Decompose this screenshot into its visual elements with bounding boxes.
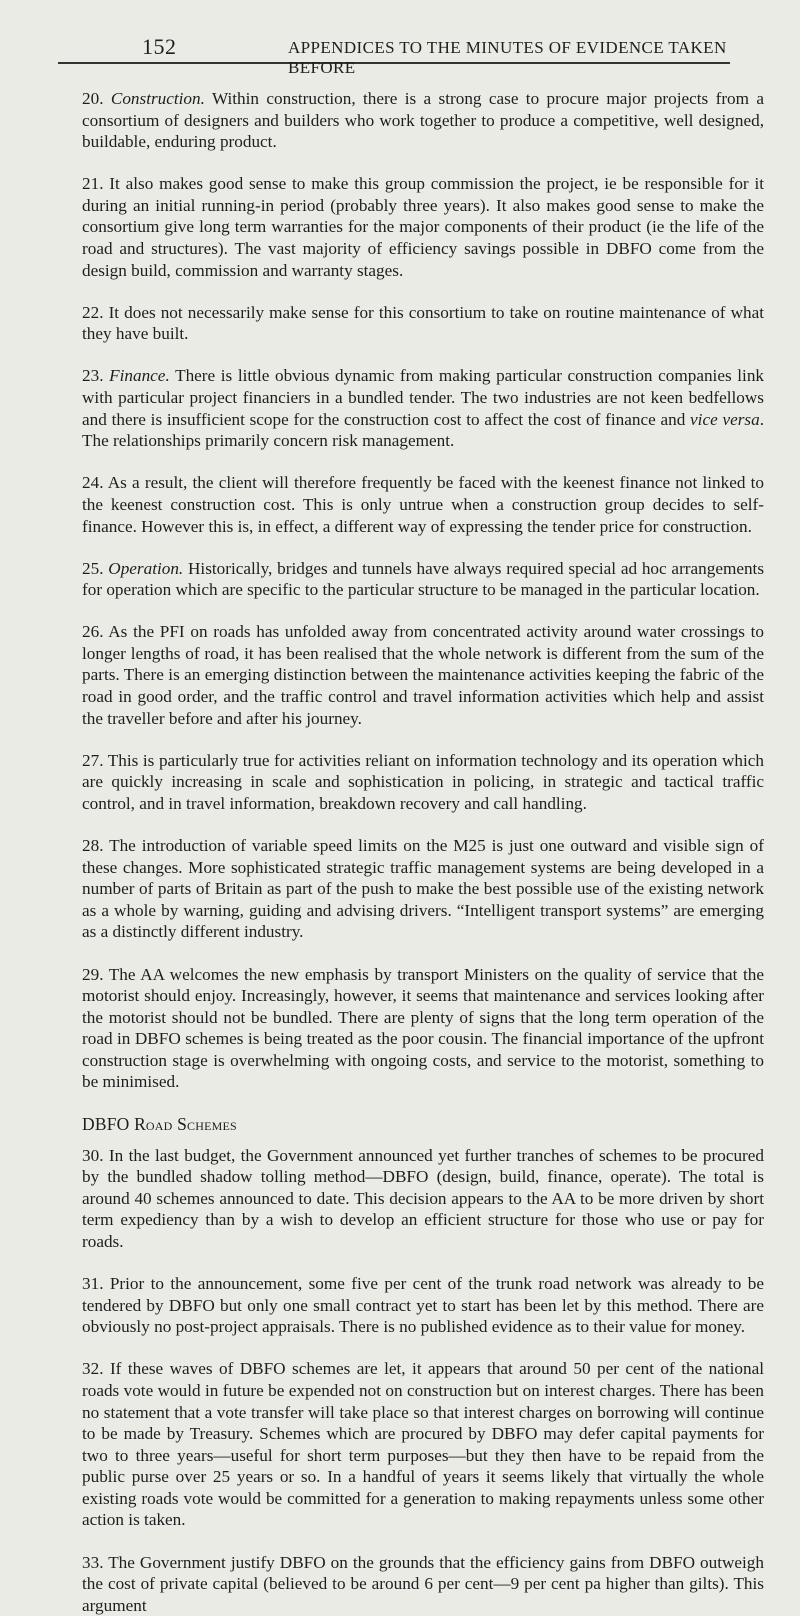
paragraph-24: 24. As a result, the client will therefore frequently be faced with the keenest finance not linked to the keenest construction cost. This is only untrue when a construction group decides to self-finance. However this is, in effect, a different way of expressing the tender price for construction. — [82, 473, 764, 536]
paragraph-25: 25. Operation. Historically, bridges and tunnels have always required special ad hoc arrangements for operation which are specific to the particular structure to be managed in the particular location. — [82, 558, 765, 600]
paragraph-33: 33. The Government justify DBFO on the grounds that the efficiency gains from DBFO outweigh the cost of private capital (believed to be around 6 per cent—9 per cent pa higher than gilts). This argument — [82, 1552, 764, 1615]
section-heading: DBFO Road Schemes — [82, 1113, 237, 1134]
paragraph-23: 23. Finance. There is little obvious dynamic from making particular construction companies link with particular project financiers in a bundled tender. The two industries are not keen bedfellows and there is insufficient scope for the construction cost to affect the cost of finance and vice versa. The relationships primarily concern risk management. — [82, 366, 765, 451]
paragraph-30: 30. In the last budget, the Government announced yet further tranches of schemes to be procured by the bundled shadow tolling method—DBFO (design, build, finance, operate). The total is around 40 schemes announced to date. This decision appears to the AA to be more driven by short term expediency than by a wish to develop an efficient structure for those who use or pay for roads. — [82, 1145, 765, 1251]
paragraph-28: 28. The introduction of variable speed limits on the M25 is just one outward and visible sign of these changes. More sophisticated strategic traffic management systems are being developed in a number of parts of Britain as part of the push to make the best possible use of the existing network as a whole by warning, guiding and advising drivers. “Intelligent transport systems” are emerging as a distinctly different industry. — [82, 836, 764, 942]
paragraph-20: 20. Construction. Within construction, there is a strong case to procure major projects from a consortium of designers and builders who work together to produce a competitive, well designed, buildable, enduring product. — [82, 89, 765, 152]
paragraph-22: 22. It does not necessarily make sense for this consortium to take on routine maintenance of what they have built. — [82, 302, 765, 344]
document-body — [58, 64, 764, 1616]
paragraph-31: 31. Prior to the announcement, some five per cent of the trunk road network was already to be tendered by DBFO but only one small contract yet to start has been let by this method. There are obviously no post-project appraisals. There is no published evidence as to their value for money. — [82, 1274, 764, 1337]
page-header — [58, 0, 730, 77]
page-number: 152 — [142, 34, 177, 59]
paragraph-21: 21. It also makes good sense to make this group commission the project, ie be responsible for it during an initial running-in period (probably three years). It also makes good sense to make the consortium give long term warranties for the major components of their product (ie the life of the road and structures). The vast majority of efficiency savings possible in DBFO come from the design build, commission and warranty stages. — [82, 174, 765, 280]
paragraph-26: 26. As the PFI on roads has unfolded away from concentrated activity around water crossings to longer lengths of road, it has been realised that the whole network is different from the sum of the parts. There is an emerging distinction between the maintenance activities keeping the fabric of the road in good order, and the traffic control and travel information activities which help and assist the traveller before and after his journey. — [82, 622, 764, 728]
paragraph-32: 32. If these waves of DBFO schemes are let, it appears that around 50 per cent of the national roads vote would in future be expended not on construction but on interest charges. There has been no statement that a vote transfer will take place so that interest charges on borrowing will continue to be made by Treasury. Schemes which are procured by DBFO may defer capital payments for two to three years—useful for short term purposes—but they then have to be repaid from the public purse over 25 years or so. In a handful of years it seems likely that virtually the whole existing roads vote would be committed for a generation to making repayments unless some other action is taken. — [82, 1359, 765, 1530]
paragraph-29: 29. The AA welcomes the new emphasis by transport Ministers on the quality of service that the motorist should enjoy. Increasingly, however, it seems that maintenance and services looking after the motorist should not be bundled. There are plenty of signs that the long term operation of the road in DBFO schemes is being treated as the poor cousin. The financial importance of the upfront construction stage is overwhelming with ongoing costs, and service to the motorist, something to be minimised. — [82, 964, 764, 1092]
paragraph-27: 27. This is particularly true for activities reliant on information technology and its operation which are quickly increasing in scale and sophistication in policing, in strategic and tactical traffic control, and in travel information, breakdown recovery and call handling. — [82, 750, 764, 813]
running-head: APPENDICES TO THE MINUTES OF EVIDENCE TAKEN BEFORE — [288, 38, 727, 77]
